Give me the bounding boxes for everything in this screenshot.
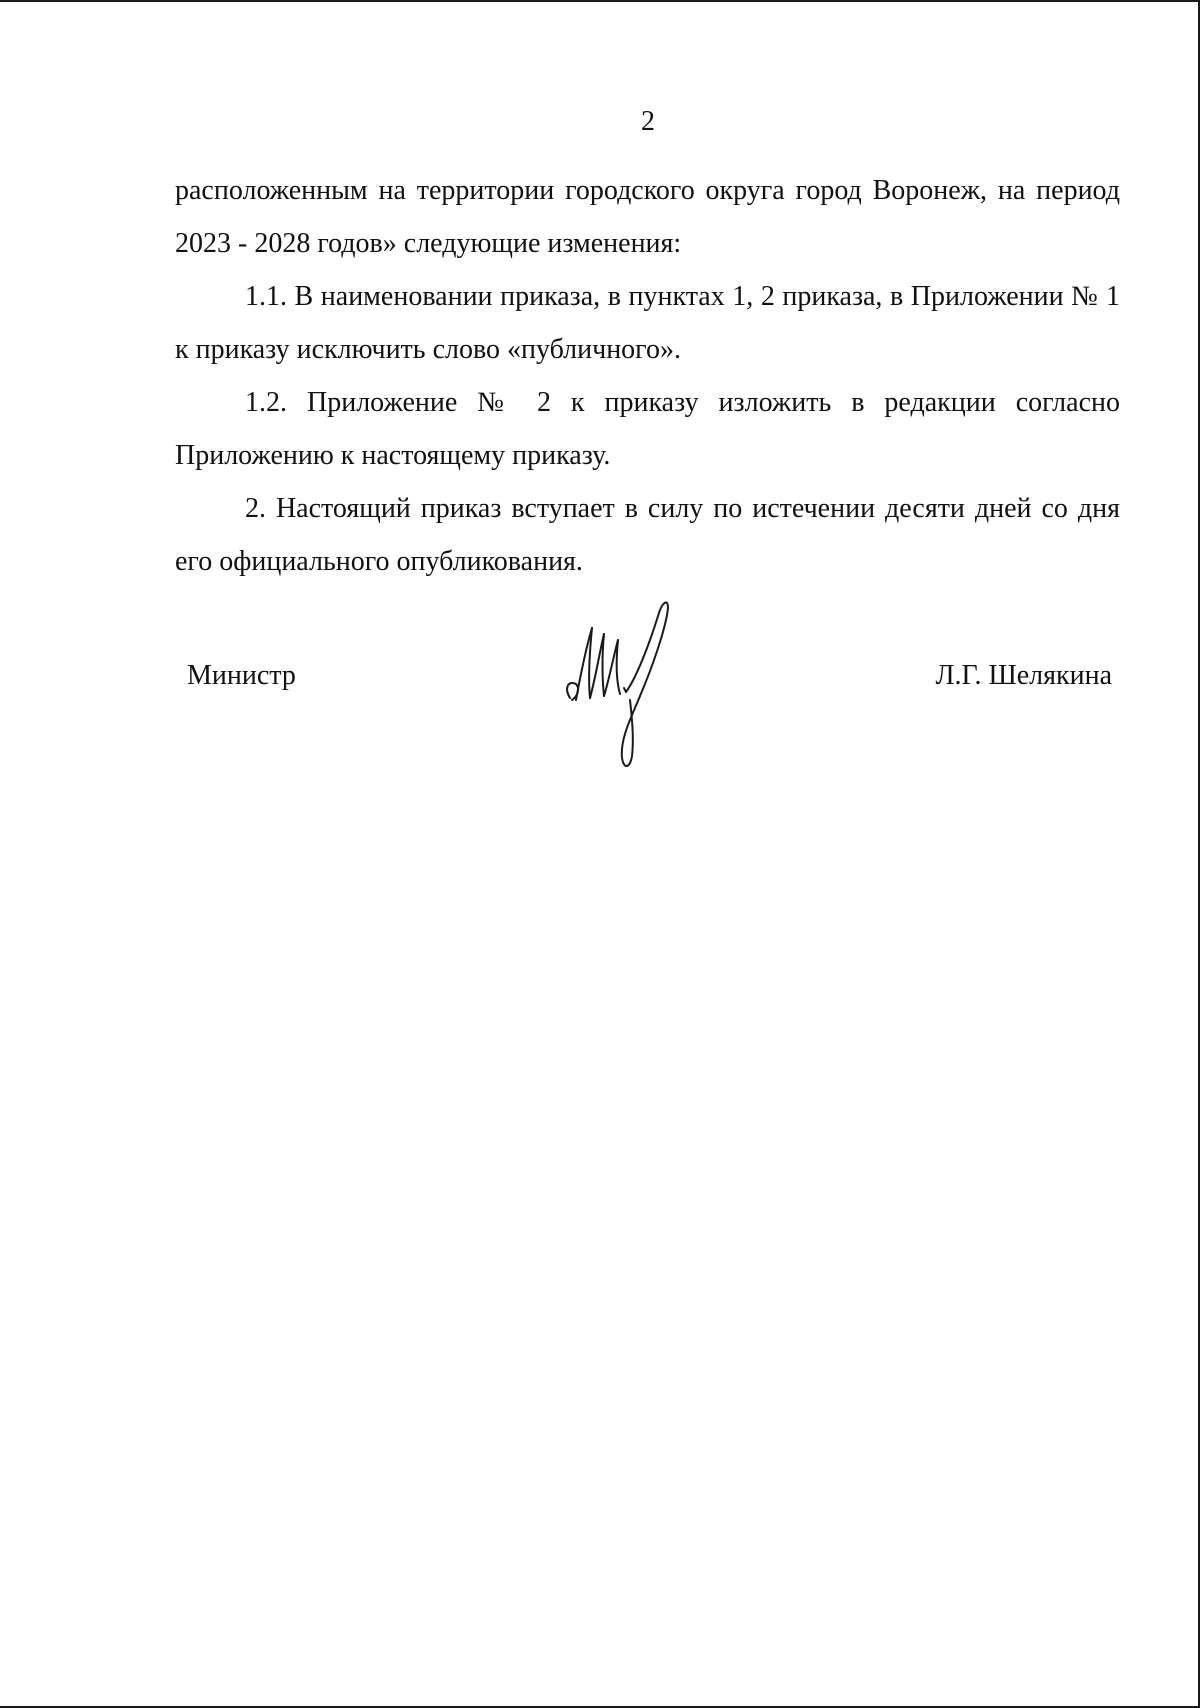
paragraph-item-1-1: 1.1. В наименовании приказа, в пунктах 1, 2 приказа, в Приложении № 1 к приказу исключить слово «публичного». [175, 281, 1120, 365]
paragraph-item-1-2: 1.2. Приложение № 2 к приказу изложить в редакции согласно Приложению к настоящему приказу. [175, 387, 1120, 471]
signatory-title: Министр [187, 660, 296, 691]
document-body [175, 164, 1120, 588]
paragraph-continuation: расположенным на территории городского округа город Воронеж, на период 2023 - 2028 годов» следующие изменения: [175, 175, 1120, 259]
paragraph-item-2: 2. Настоящий приказ вступает в силу по истечении десяти дней со дня его официального опубликования. [175, 493, 1120, 577]
signatory-name: Л.Г. Шелякина [935, 660, 1112, 691]
page-number: 2 [641, 106, 655, 137]
handwritten-signature-icon [560, 588, 700, 768]
